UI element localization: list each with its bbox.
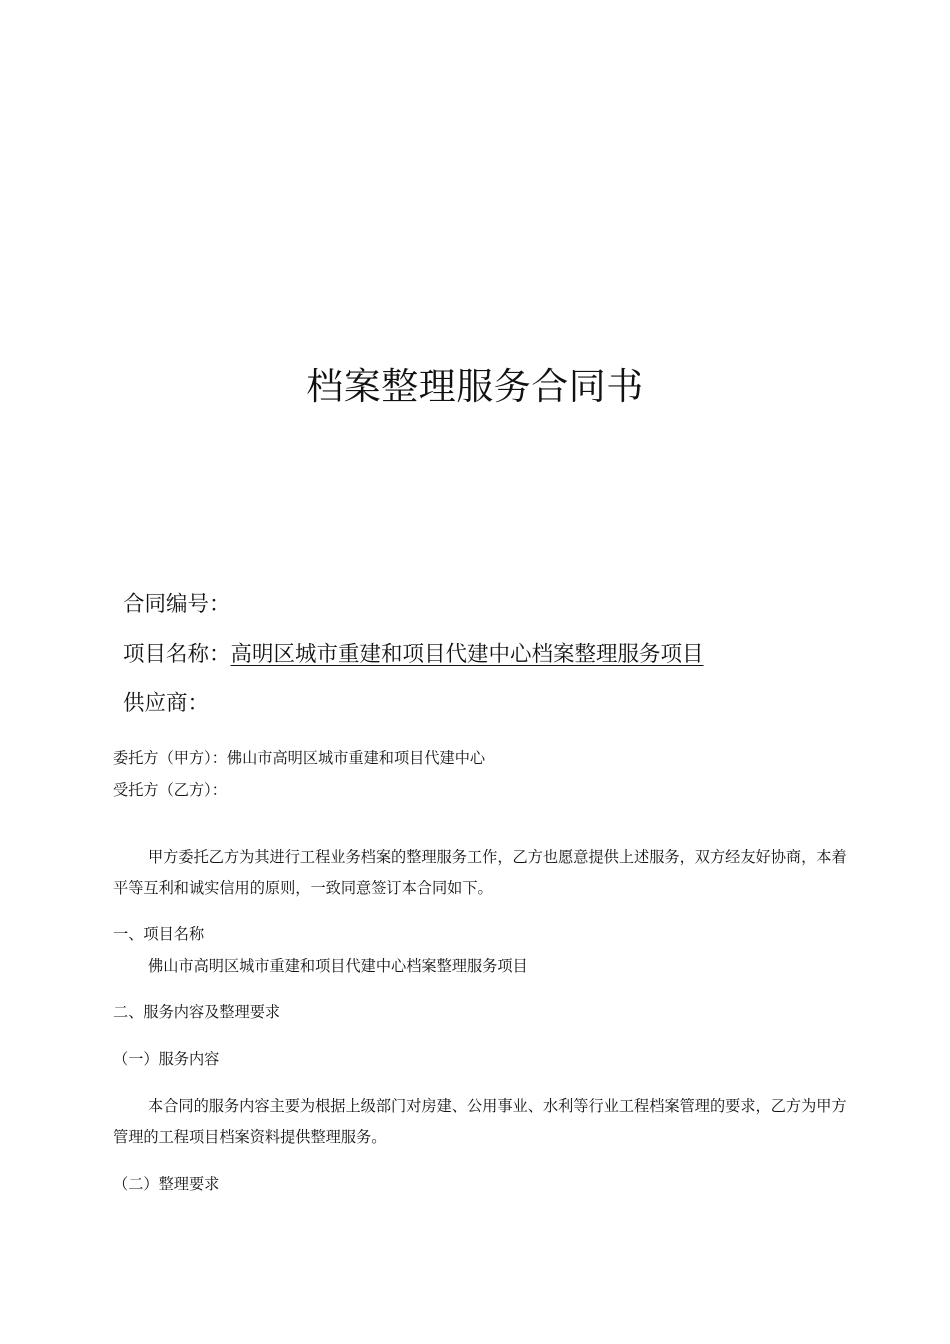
intro-paragraph: 甲方委托乙方为其进行工程业务档案的整理服务工作，乙方也愿意提供上述服务，双方经友好协商，本着平等互利和诚实信用的原则，一致同意签订本合同如下。 — [113, 848, 847, 897]
project-name-line — [123, 642, 704, 668]
document-title: 档案整理服务合同书 — [306, 365, 644, 408]
contract-number-line — [123, 592, 231, 618]
supplier-line — [123, 691, 209, 717]
supplier-label: 供应商： — [123, 691, 210, 716]
party-b-line: 受托方（乙方）： — [113, 781, 227, 799]
project-name-value: 高明区城市重建和项目代建中心档案整理服务项目 — [230, 642, 704, 667]
contract-number-label: 合同编号： — [123, 592, 231, 617]
subsection-1-heading: （一）服务内容 — [113, 1050, 220, 1068]
party-a-line: 委托方（甲方）：佛山市高明区城市重建和项目代建中心 — [113, 749, 486, 767]
section-1-body: 佛山市高明区城市重建和项目代建中心档案整理服务项目 — [148, 957, 528, 975]
section-1-heading: 一、项目名称 — [113, 925, 205, 943]
section-2-heading: 二、服务内容及整理要求 — [113, 1003, 281, 1021]
subsection-1-body: 本合同的服务内容主要为根据上级部门对房建、公用事业、水利等行业工程档案管理的要求，乙方为甲方管理的工程项目档案资料提供整理服务。 — [113, 1097, 847, 1146]
project-name-label: 项目名称： — [123, 642, 231, 667]
subsection-2-heading: （二）整理要求 — [113, 1175, 220, 1193]
